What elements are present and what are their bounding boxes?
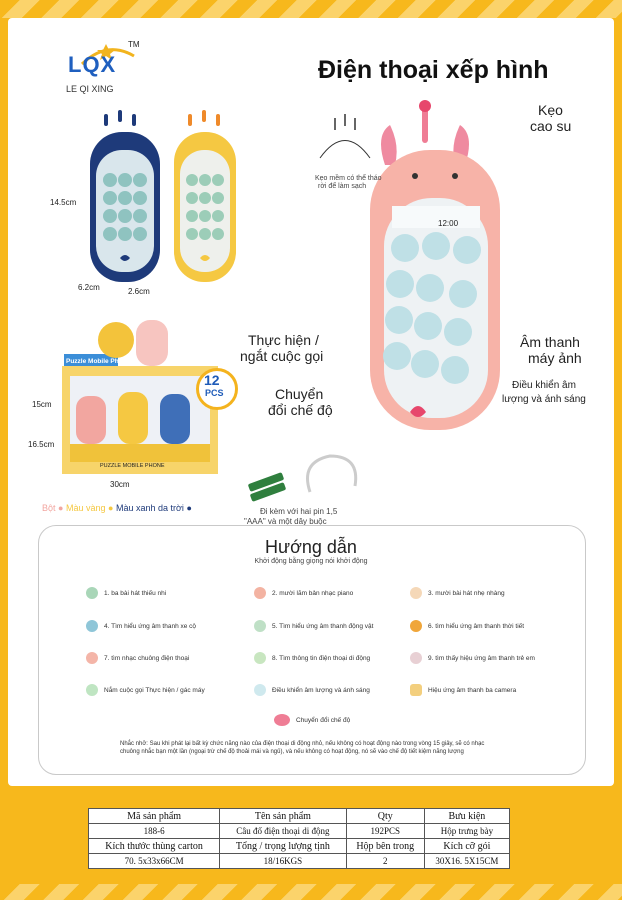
color-yellow: Màu vàng bbox=[65, 503, 106, 513]
guide-item: Nắm cuộc gọi Thực hiện / gác máy bbox=[86, 684, 205, 696]
candy-note-2: rời để làm sạch bbox=[318, 183, 367, 190]
bottom-stripe bbox=[0, 884, 622, 900]
volume-icon bbox=[254, 684, 266, 696]
height-measure: 14.5cm bbox=[50, 198, 77, 207]
guide-item: 8. Tìm thông tin điện thoại di động bbox=[254, 652, 370, 664]
candy-label-1: Kẹo bbox=[538, 102, 563, 118]
guide-item: 2. mười lăm bản nhạc piano bbox=[254, 587, 353, 599]
table-row: 70. 5x33x66CM 18/16KGS 2 30X16. 5X15CM bbox=[89, 854, 510, 869]
table-row: 188-6 Câu đố điện thoại di động 192PCS Hộp trưng bày bbox=[89, 824, 510, 839]
yellow-dot: ● bbox=[108, 503, 114, 513]
mode-label-1: Chuyển bbox=[275, 386, 324, 402]
moon-icon bbox=[410, 587, 422, 599]
color-options bbox=[42, 503, 192, 513]
camera-label-2: máy ảnh bbox=[528, 350, 582, 366]
table-row: Mã sản phẩm Tên sản phẩm Qty Bưu kiện bbox=[89, 809, 510, 824]
top-stripe bbox=[0, 0, 622, 18]
candy-note-1: Kẹo mềm có thể tháo bbox=[315, 175, 382, 182]
trademark-mark: TM bbox=[128, 40, 140, 49]
product-phones-illustration bbox=[80, 110, 240, 290]
pink-dot: ● bbox=[58, 503, 64, 513]
candy-inset-illustration bbox=[310, 110, 380, 170]
blue-dot: ● bbox=[186, 503, 192, 513]
table-row: Kích thước thùng carton Tổng / trọng lượng tịnh Hộp bên trong Kích cỡ gói bbox=[89, 839, 510, 854]
guide-subtitle: Khởi động bằng giọng nói khởi động bbox=[254, 558, 368, 565]
guide-item: 4. Tìm hiểu ứng âm thanh xe cộ bbox=[86, 620, 196, 632]
guide-item: 3. mười bài hát nhẹ nhàng bbox=[410, 587, 505, 599]
piano-icon bbox=[254, 587, 266, 599]
reminder-note: Nhắc nhở: Sau khi phát lại bất kỳ chức năng nào của điện thoại di động nhỏ, nếu không có hoạt động nào trong vòng 15 giây, sẽ có nhạc chuông nhắc bạn một lần (ngoại trừ chế độ thoải mái và ngủ), và nếu không có hoạt động, nó sẽ vào chế độ tiết kiệm năng lượng bbox=[120, 741, 485, 755]
guide-item: 5. Tìm hiểu ứng âm thanh động vật bbox=[254, 620, 373, 632]
package-title: Puzzle Mobile Phone bbox=[66, 358, 131, 365]
sun-icon bbox=[410, 620, 422, 632]
guide-item: 6. tìm hiểu ứng âm thanh thời tiết bbox=[410, 620, 524, 632]
volume-label-1: Điều khiển âm bbox=[512, 380, 576, 391]
call-icon bbox=[86, 684, 98, 696]
box-width-measure: 30cm bbox=[110, 480, 130, 489]
guide-item: 9. tìm thấy hiệu ứng âm thanh trẻ em bbox=[410, 652, 535, 664]
heart-icon bbox=[274, 714, 290, 726]
phone-screen-time: 12:00 bbox=[438, 219, 459, 228]
car-icon bbox=[86, 620, 98, 632]
baby-icon bbox=[410, 652, 422, 664]
mode-label-2: đổi chế độ bbox=[268, 402, 333, 418]
brand-subtitle: LE QI XING bbox=[66, 84, 114, 94]
blue-phone bbox=[90, 112, 160, 282]
product-title: Điện thoại xếp hình bbox=[318, 56, 549, 84]
guide-item: Hiệu ứng âm thanh ba camera bbox=[410, 684, 516, 696]
candy-label-2: cao su bbox=[530, 118, 572, 134]
volume-label-2: lượng và ánh sáng bbox=[502, 394, 586, 405]
brand-name: LQX bbox=[68, 52, 117, 77]
spec-table bbox=[88, 808, 510, 869]
battery-label-1: Đi kèm với hai pin 1,5 bbox=[260, 507, 338, 516]
pcs-unit: PCS bbox=[205, 388, 224, 398]
guide-item: 7. tìm nhạc chuông điện thoại bbox=[86, 652, 189, 664]
width-measure: 6.2cm bbox=[78, 283, 100, 292]
camera-label-1: Âm thanh bbox=[520, 334, 580, 350]
guide-mode-item: Chuyển đổi chế độ bbox=[274, 714, 350, 726]
guide-item: 1. ba bài hát thiếu nhi bbox=[86, 587, 166, 599]
call-label-2: ngắt cuộc gọi bbox=[240, 348, 324, 364]
battery-label-2: "AAA" và một dây buộc bbox=[244, 517, 327, 526]
camera-icon bbox=[410, 684, 422, 696]
guide-title: Hướng dẫn bbox=[265, 537, 357, 557]
guide-item: Điều khiển âm lượng và ánh sáng bbox=[254, 684, 370, 696]
cat-icon bbox=[254, 620, 266, 632]
call-label-1: Thực hiện / bbox=[248, 332, 319, 348]
display-box-illustration bbox=[60, 318, 220, 478]
message-icon bbox=[254, 652, 266, 664]
pcs-count: 12 bbox=[204, 372, 220, 388]
yellow-phone bbox=[174, 112, 236, 282]
color-blue: Màu xanh da trời bbox=[115, 503, 184, 513]
battery-strap-illustration bbox=[240, 452, 370, 504]
bell-icon bbox=[86, 652, 98, 664]
depth-measure: 2.6cm bbox=[128, 287, 150, 296]
box-height-measure: 15cm bbox=[32, 400, 52, 409]
nursery-song-icon bbox=[86, 587, 98, 599]
color-pink: Bột bbox=[42, 503, 56, 513]
box-height-total-measure: 16.5cm bbox=[28, 440, 55, 449]
package-front-label: PUZZLE MOBILE PHONE bbox=[100, 463, 165, 469]
